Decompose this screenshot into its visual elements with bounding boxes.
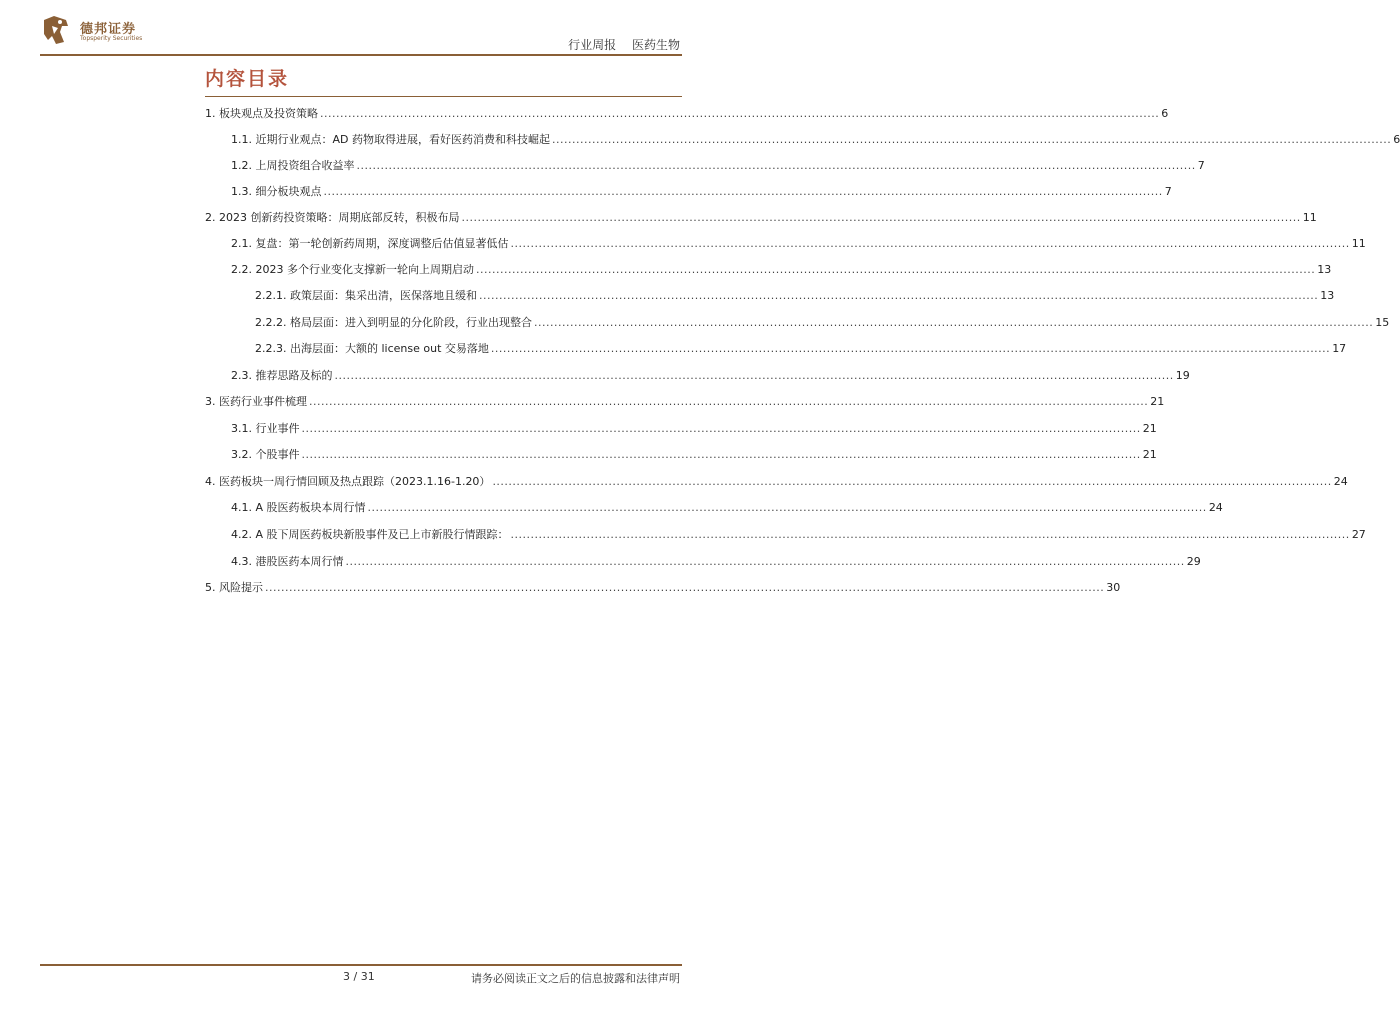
toc-entry-label: 4. 医药板块一周行情回顾及热点跟踪（2023.1.16-1.20） xyxy=(205,475,491,488)
toc-entry-page: 19 xyxy=(1175,369,1190,382)
logo-mark-icon xyxy=(40,14,72,46)
toc-leader-dots: .................................................................................................................................................................................................................. xyxy=(510,528,1350,541)
toc-entry-label: 3.2. 个股事件 xyxy=(231,448,300,461)
footer-divider xyxy=(40,964,682,966)
toc-entry-page: 30 xyxy=(1106,581,1121,594)
toc-leader-dots: .................................................................................................................................................................................................................. xyxy=(551,133,1392,146)
toc-entry[interactable] xyxy=(231,183,1172,199)
toc-entry[interactable] xyxy=(231,157,1205,173)
toc-entry-page: 13 xyxy=(1320,289,1335,302)
header-divider xyxy=(40,54,682,56)
legal-disclaimer: 请务必阅读正文之后的信息披露和法律声明 xyxy=(471,972,680,985)
title-divider xyxy=(205,96,682,97)
toc-entry-label: 2. 2023 创新药投资策略：周期底部反转，积极布局 xyxy=(205,211,460,224)
toc-entry[interactable] xyxy=(205,209,1317,225)
toc-entry-page: 21 xyxy=(1150,395,1165,408)
sector-label: 医药生物 xyxy=(631,38,680,52)
toc-leader-dots: .................................................................................................................................................................................................................. xyxy=(356,159,1196,172)
toc-entry-label: 2.2. 2023 多个行业变化支撑新一轮向上周期启动 xyxy=(231,263,474,276)
toc-entry[interactable] xyxy=(205,105,1169,121)
toc-entry-label: 1.1. 近期行业观点：AD 药物取得进展，看好医药消费和科技崛起 xyxy=(231,133,550,146)
toc-leader-dots: .................................................................................................................................................................................................................. xyxy=(533,316,1374,329)
toc-leader-dots: .................................................................................................................................................................................................................. xyxy=(320,107,1160,120)
report-type-label: 行业周报 xyxy=(568,38,617,52)
toc-entry-label: 2.1. 复盘：第一轮创新药周期，深度调整后估值显著低估 xyxy=(231,237,509,250)
logo-text-en: Topsperity Securities xyxy=(80,35,143,42)
toc-leader-dots: .................................................................................................................................................................................................................. xyxy=(510,237,1350,250)
toc-entry[interactable] xyxy=(231,367,1190,383)
toc-leader-dots: .................................................................................................................................................................................................................. xyxy=(309,395,1149,408)
toc-entry-page: 21 xyxy=(1142,422,1157,435)
toc-entry[interactable] xyxy=(231,261,1332,277)
page-header xyxy=(0,0,724,60)
toc-entry[interactable] xyxy=(231,131,1400,147)
toc-entry[interactable] xyxy=(231,499,1223,515)
toc-entry[interactable] xyxy=(231,420,1157,436)
toc-leader-dots: .................................................................................................................................................................................................................. xyxy=(301,422,1141,435)
toc-entry-page: 15 xyxy=(1375,316,1390,329)
toc-entry-page: 13 xyxy=(1317,263,1332,276)
toc-entry-page: 6 xyxy=(1393,133,1400,146)
toc-title: 内容目录 xyxy=(205,68,290,90)
toc-entry-label: 2.2.1. 政策层面：集采出清，医保落地且缓和 xyxy=(255,289,477,302)
toc-entry-label: 3.1. 行业事件 xyxy=(231,422,300,435)
toc-entry[interactable] xyxy=(231,446,1157,462)
toc-entry-label: 2.2.2. 格局层面：进入到明显的分化阶段，行业出现整合 xyxy=(255,316,532,329)
toc-leader-dots: .................................................................................................................................................................................................................. xyxy=(478,289,1319,302)
toc-entry-page: 6 xyxy=(1161,107,1169,120)
toc-leader-dots: .................................................................................................................................................................................................................. xyxy=(367,501,1207,514)
toc-entry[interactable] xyxy=(205,579,1121,595)
toc-entry-label: 4.2. A 股下周医药板块新股事件及已上市新股行情跟踪： xyxy=(231,528,509,541)
toc-entry-label: 1.3. 细分板块观点 xyxy=(231,185,322,198)
toc-entry-label: 3. 医药行业事件梳理 xyxy=(205,395,307,408)
logo-text-cn: 德邦证券 xyxy=(80,22,137,37)
toc-entry[interactable] xyxy=(231,553,1201,569)
toc-leader-dots: .................................................................................................................................................................................................................. xyxy=(265,581,1105,594)
toc-entry[interactable] xyxy=(205,393,1165,409)
toc-entry[interactable] xyxy=(231,526,1366,542)
report-category xyxy=(568,36,680,53)
toc-entry-page: 11 xyxy=(1351,237,1366,250)
toc-leader-dots: .................................................................................................................................................................................................................. xyxy=(323,185,1163,198)
toc-leader-dots: .................................................................................................................................................................................................................. xyxy=(490,342,1331,355)
toc-entry-page: 21 xyxy=(1142,448,1157,461)
toc-entry[interactable] xyxy=(255,287,1335,303)
toc-entry-label: 2.2.3. 出海层面：大额的 license out 交易落地 xyxy=(255,342,489,355)
toc-entry-page: 27 xyxy=(1351,528,1366,541)
toc-entry-label: 4.3. 港股医药本周行情 xyxy=(231,555,344,568)
toc-entry-label: 4.1. A 股医药板块本周行情 xyxy=(231,501,366,514)
toc-entry[interactable] xyxy=(231,235,1366,251)
toc-entry-page: 24 xyxy=(1208,501,1223,514)
company-logo xyxy=(40,14,143,48)
toc-leader-dots: .................................................................................................................................................................................................................. xyxy=(334,369,1174,382)
toc-entry-label: 1.2. 上周投资组合收益率 xyxy=(231,159,355,172)
page-indicator: 3 / 31 xyxy=(343,970,375,983)
toc-leader-dots: .................................................................................................................................................................................................................. xyxy=(301,448,1141,461)
toc-entry-page: 7 xyxy=(1197,159,1205,172)
toc-entry-page: 24 xyxy=(1333,475,1348,488)
toc-entry-label: 1. 板块观点及投资策略 xyxy=(205,107,318,120)
toc-entry-label: 5. 风险提示 xyxy=(205,581,263,594)
toc-entry-page: 11 xyxy=(1302,211,1317,224)
toc-leader-dots: .................................................................................................................................................................................................................. xyxy=(461,211,1301,224)
toc-entry-page: 7 xyxy=(1164,185,1172,198)
toc-entry-page: 29 xyxy=(1186,555,1201,568)
toc-entry[interactable] xyxy=(255,340,1347,356)
toc-leader-dots: .................................................................................................................................................................................................................. xyxy=(492,475,1332,488)
toc-entry[interactable] xyxy=(255,314,1390,330)
toc-entry-label: 2.3. 推荐思路及标的 xyxy=(231,369,333,382)
toc-leader-dots: .................................................................................................................................................................................................................. xyxy=(345,555,1185,568)
toc-leader-dots: .................................................................................................................................................................................................................. xyxy=(475,263,1316,276)
toc-entry[interactable] xyxy=(205,473,1348,489)
toc-entry-page: 17 xyxy=(1332,342,1347,355)
